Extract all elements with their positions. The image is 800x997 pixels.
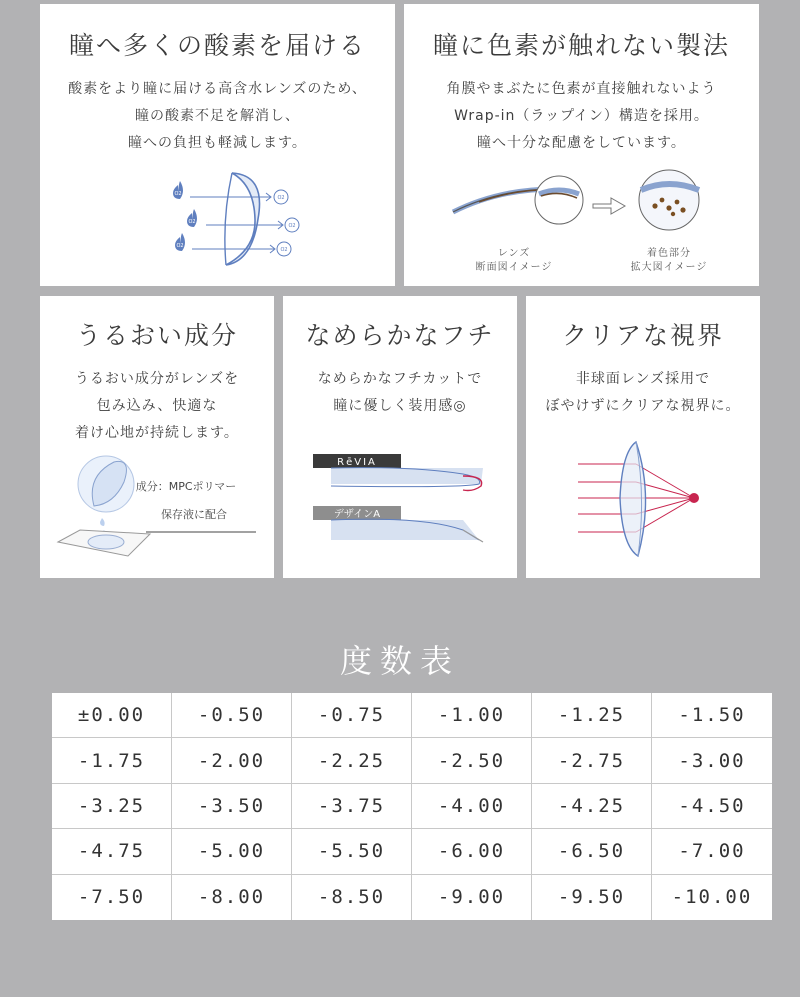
power-value-cell: -2.50 <box>412 738 532 783</box>
feature-line: なめらかなフチカットで <box>317 371 483 387</box>
power-value-cell: -6.50 <box>532 829 652 874</box>
power-value-cell: -4.75 <box>52 829 172 874</box>
power-table-title: 度数表 <box>339 642 460 680</box>
feature-description <box>526 366 760 420</box>
feature-card-moisture <box>40 296 274 578</box>
caption-lens-line2: 断面図イメージ <box>475 262 553 273</box>
feature-line: うるおい成分がレンズを <box>74 371 240 387</box>
o2-label: O2 <box>288 223 296 229</box>
caption-color-line2: 拡大図イメージ <box>630 262 708 273</box>
power-value-cell: -1.75 <box>52 738 172 783</box>
feature-line: 包み込み、快適な <box>96 398 218 414</box>
wrap-in-illustration <box>449 164 709 274</box>
feature-description <box>283 366 517 420</box>
feature-title: 瞳に色素が触れない製法 <box>432 31 730 60</box>
feature-description <box>404 76 759 157</box>
power-value-cell: -9.00 <box>412 875 532 920</box>
o2-label: O2 <box>280 247 288 253</box>
power-value-cell: -5.50 <box>292 829 412 874</box>
power-value-cell: -4.25 <box>532 784 652 829</box>
caption-color-line1: 着色部分 <box>647 248 691 259</box>
power-value-cell: -1.50 <box>652 693 772 738</box>
revia-tag-label: RēVIA <box>337 457 377 468</box>
o2-label: O2 <box>277 195 285 201</box>
power-value-cell: -5.00 <box>172 829 292 874</box>
power-value-cell: -3.50 <box>172 784 292 829</box>
o2-label: O2 <box>188 219 196 225</box>
power-value-cell: -8.50 <box>292 875 412 920</box>
feature-title: クリアな視界 <box>561 321 724 350</box>
power-value-cell: -1.25 <box>532 693 652 738</box>
power-value-cell: -2.75 <box>532 738 652 783</box>
design-a-tag-label: デザインA <box>333 509 381 520</box>
power-value-cell: -6.00 <box>412 829 532 874</box>
oxygen-lens-illustration <box>170 169 320 269</box>
power-value-cell: -7.50 <box>52 875 172 920</box>
feature-line: 瞳への負担も軽減します。 <box>128 135 307 151</box>
feature-title: なめらかなフチ <box>305 321 495 350</box>
power-value-cell: -2.00 <box>172 738 292 783</box>
feature-line: ぼやけずにクリアな視界に。 <box>545 398 741 414</box>
feature-line: 着け心地が持続します。 <box>75 425 239 441</box>
feature-card-oxygen <box>40 4 395 286</box>
ingredient-note: 保存液に配合 <box>161 508 227 521</box>
feature-line: 酸素をより瞳に届ける高含水レンズのため、 <box>68 81 367 97</box>
o2-label: O2 <box>174 191 182 197</box>
power-value-cell: -8.00 <box>172 875 292 920</box>
power-value-cell: -7.00 <box>652 829 772 874</box>
feature-line: 瞳に優しく装用感◎ <box>333 398 467 414</box>
feature-description <box>40 366 274 447</box>
moisture-illustration <box>54 456 264 566</box>
power-value-cell: -3.00 <box>652 738 772 783</box>
power-value-cell: -0.50 <box>172 693 292 738</box>
feature-card-clear-vision <box>526 296 760 578</box>
power-table <box>52 693 772 920</box>
feature-line: 瞳へ十分な配慮をしています。 <box>477 135 686 151</box>
power-value-cell: -4.50 <box>652 784 772 829</box>
feature-description <box>40 76 395 157</box>
power-value-cell: -10.00 <box>671 886 753 909</box>
caption-lens-line1: レンズ <box>497 248 531 259</box>
power-value-cell: -4.00 <box>412 784 532 829</box>
feature-title: うるおい成分 <box>75 321 238 350</box>
power-value-cell: -9.50 <box>532 875 652 920</box>
ingredient-label: 成分：MPCポリマー <box>135 480 237 493</box>
feature-line: 角膜やまぶたに色素が直接触れないよう <box>446 81 717 97</box>
power-value-cell: -3.75 <box>292 784 412 829</box>
feature-line: 非球面レンズ採用で <box>575 371 711 387</box>
feature-line: Wrap-in（ラップイン）構造を採用。 <box>454 108 709 124</box>
o2-label: O2 <box>176 243 184 249</box>
feature-card-wrap-in <box>404 4 759 286</box>
power-value-cell: -0.75 <box>292 693 412 738</box>
edge-comparison-illustration <box>313 454 493 554</box>
feature-line: 瞳の酸素不足を解消し、 <box>135 108 300 124</box>
feature-card-smooth-edge <box>283 296 517 578</box>
power-value-cell: -1.00 <box>412 693 532 738</box>
power-value-cell: -3.25 <box>52 784 172 829</box>
aspheric-lens-illustration <box>576 436 716 566</box>
feature-title: 瞳へ多くの酸素を届ける <box>68 31 366 60</box>
power-value-cell: ±0.00 <box>52 693 172 738</box>
power-value-cell: -2.25 <box>292 738 412 783</box>
